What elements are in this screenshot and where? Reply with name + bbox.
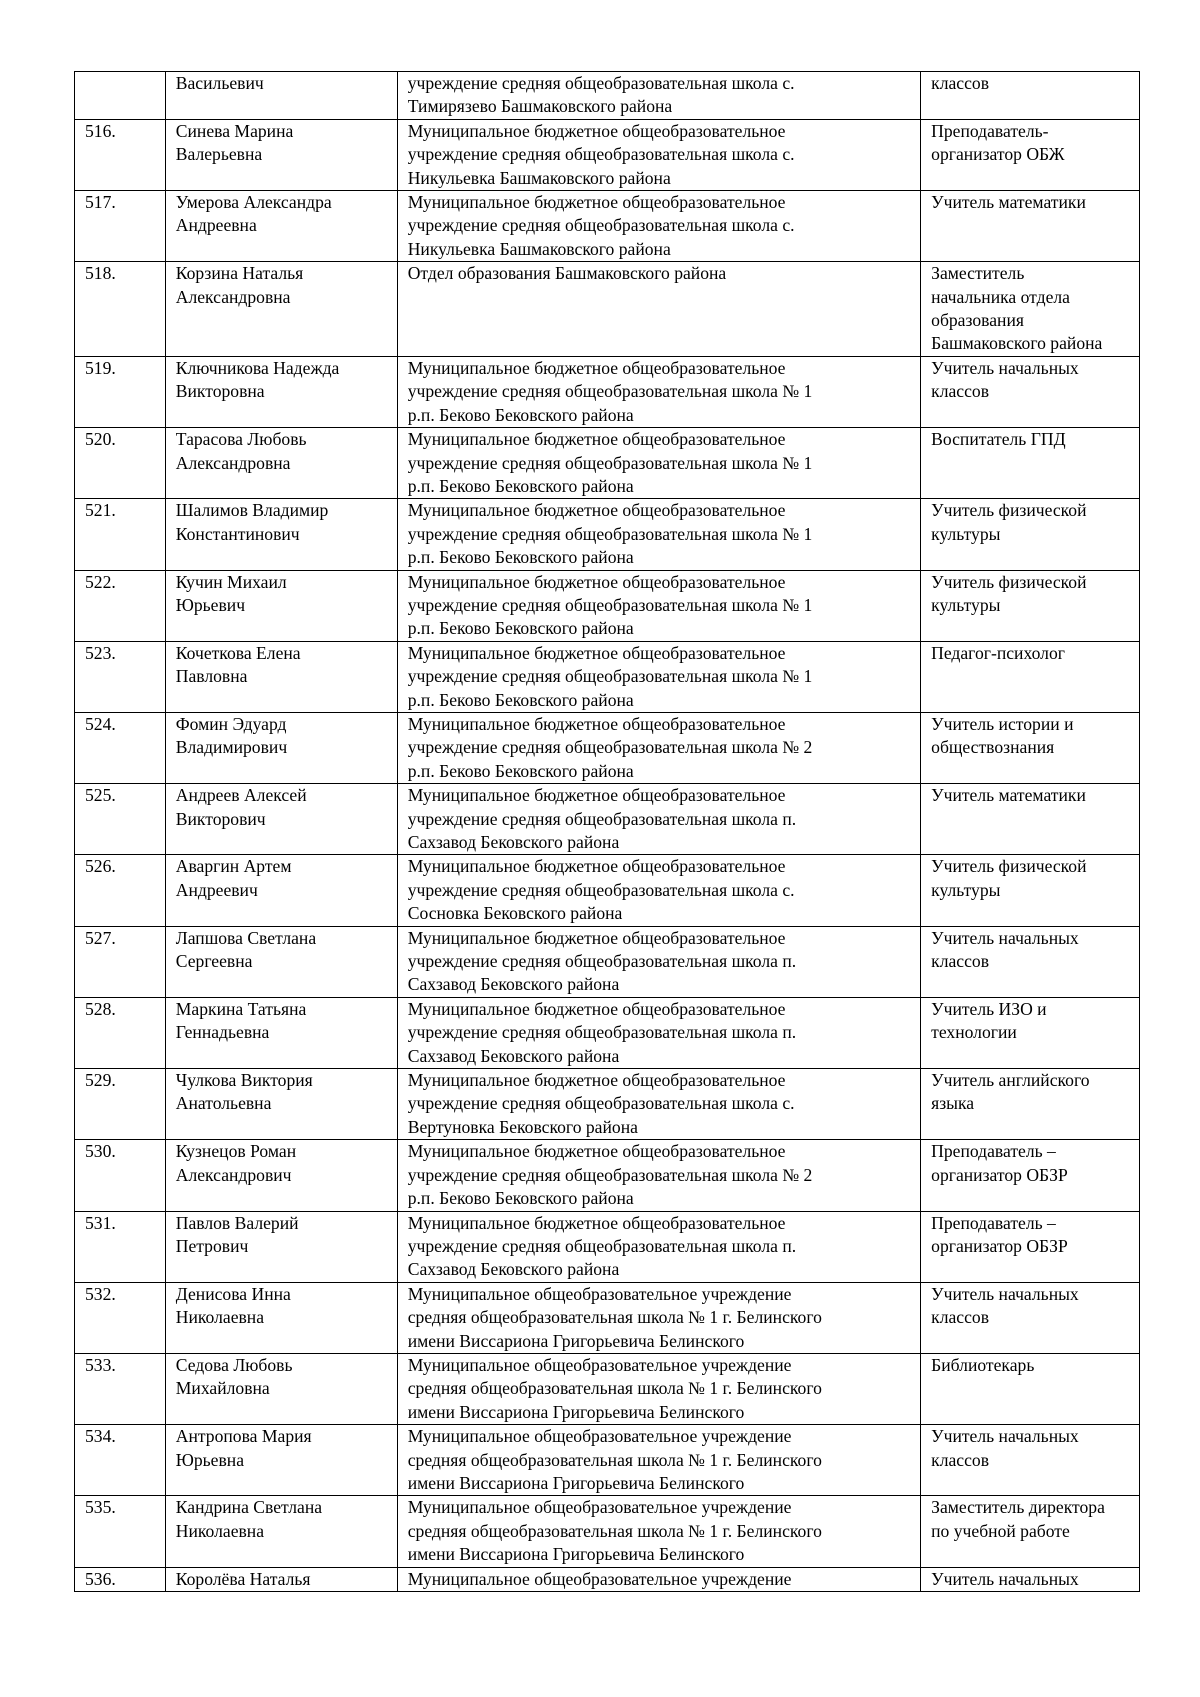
row-number-cell: 527.: [75, 926, 166, 997]
organization-cell: Муниципальное бюджетное общеобразовательное учреждение средняя общеобразовательная школа п. Сахзавод Бековского района: [397, 926, 920, 997]
organization-cell: Муниципальное бюджетное общеобразовательное учреждение средняя общеобразовательная школа № 2 р.п. Беково Бековского района: [397, 1140, 920, 1211]
row-number-cell: 517.: [75, 191, 166, 262]
table-row: [75, 570, 1140, 641]
organization-cell: Муниципальное бюджетное общеобразовательное учреждение средняя общеобразовательная школа с. Никульевка Башмаковского района: [397, 119, 920, 190]
person-name-cell: Фомин Эдуард Владимирович: [165, 712, 397, 783]
person-name-cell: Кочеткова Елена Павловна: [165, 641, 397, 712]
organization-cell: Муниципальное бюджетное общеобразовательное учреждение средняя общеобразовательная школа № 1 р.п. Беково Бековского района: [397, 570, 920, 641]
person-name-cell: Чулкова Виктория Анатольевна: [165, 1069, 397, 1140]
table-row: [75, 119, 1140, 190]
table-row: [75, 712, 1140, 783]
table-row: [75, 72, 1140, 120]
position-cell: классов: [921, 72, 1140, 120]
position-cell: Учитель начальных: [921, 1567, 1140, 1591]
organization-cell: Муниципальное бюджетное общеобразовательное учреждение средняя общеобразовательная школа п. Сахзавод Бековского района: [397, 784, 920, 855]
position-cell: Учитель истории и обществознания: [921, 712, 1140, 783]
table-row: [75, 784, 1140, 855]
organization-cell: Муниципальное бюджетное общеобразовательное учреждение средняя общеобразовательная школа с. Вертуновка Бековского района: [397, 1069, 920, 1140]
table-row: [75, 1496, 1140, 1567]
row-number-cell: 532.: [75, 1282, 166, 1353]
row-number-cell: 519.: [75, 356, 166, 427]
person-name-cell: Умерова Александра Андреевна: [165, 191, 397, 262]
row-number-cell: 518.: [75, 262, 166, 357]
row-number-cell: 530.: [75, 1140, 166, 1211]
person-name-cell: Маркина Татьяна Геннадьевна: [165, 997, 397, 1068]
row-number-cell: 520.: [75, 428, 166, 499]
position-cell: Учитель начальных классов: [921, 1425, 1140, 1496]
position-cell: Учитель начальных классов: [921, 926, 1140, 997]
organization-cell: Муниципальное общеобразовательное учреждение средняя общеобразовательная школа № 1 г. Белинского имени Виссариона Григорьевича Белинского: [397, 1496, 920, 1567]
person-name-cell: Корзина Наталья Александровна: [165, 262, 397, 357]
person-name-cell: Тарасова Любовь Александровна: [165, 428, 397, 499]
table-row: [75, 1567, 1140, 1591]
row-number-cell: 534.: [75, 1425, 166, 1496]
organization-cell: Муниципальное бюджетное общеобразовательное учреждение средняя общеобразовательная школа № 1 р.п. Беково Бековского района: [397, 428, 920, 499]
table-row: [75, 1140, 1140, 1211]
organization-cell: Муниципальное бюджетное общеобразовательное учреждение средняя общеобразовательная школа п. Сахзавод Бековского района: [397, 1211, 920, 1282]
person-name-cell: Кучин Михаил Юрьевич: [165, 570, 397, 641]
table-row: [75, 191, 1140, 262]
organization-cell: Муниципальное общеобразовательное учреждение средняя общеобразовательная школа № 1 г. Белинского имени Виссариона Григорьевича Белинского: [397, 1425, 920, 1496]
staff-table: [74, 71, 1140, 1592]
table-body: [75, 72, 1140, 1592]
person-name-cell: Лапшова Светлана Сергеевна: [165, 926, 397, 997]
organization-cell: Муниципальное общеобразовательное учреждение средняя общеобразовательная школа № 1 г. Белинского имени Виссариона Григорьевича Белинского: [397, 1282, 920, 1353]
person-name-cell: Королёва Наталья: [165, 1567, 397, 1591]
position-cell: Преподаватель- организатор ОБЖ: [921, 119, 1140, 190]
person-name-cell: Денисова Инна Николаевна: [165, 1282, 397, 1353]
row-number-cell: 533.: [75, 1353, 166, 1424]
table-row: [75, 1211, 1140, 1282]
table-row: [75, 855, 1140, 926]
organization-cell: Муниципальное бюджетное общеобразовательное учреждение средняя общеобразовательная школа № 1 р.п. Беково Бековского района: [397, 641, 920, 712]
person-name-cell: Кузнецов Роман Александрович: [165, 1140, 397, 1211]
table-row: [75, 641, 1140, 712]
organization-cell: Муниципальное бюджетное общеобразовательное учреждение средняя общеобразовательная школа п. Сахзавод Бековского района: [397, 997, 920, 1068]
table-row: [75, 428, 1140, 499]
position-cell: Заместитель начальника отдела образования Башмаковского района: [921, 262, 1140, 357]
row-number-cell: 528.: [75, 997, 166, 1068]
position-cell: Учитель физической культуры: [921, 570, 1140, 641]
table-row: [75, 262, 1140, 357]
position-cell: Учитель физической культуры: [921, 855, 1140, 926]
row-number-cell: [75, 72, 166, 120]
organization-cell: Муниципальное бюджетное общеобразовательное учреждение средняя общеобразовательная школа с. Сосновка Бековского района: [397, 855, 920, 926]
person-name-cell: Ключникова Надежда Викторовна: [165, 356, 397, 427]
table-row: [75, 1425, 1140, 1496]
person-name-cell: Шалимов Владимир Константинович: [165, 499, 397, 570]
table-row: [75, 356, 1140, 427]
row-number-cell: 525.: [75, 784, 166, 855]
position-cell: Учитель физической культуры: [921, 499, 1140, 570]
position-cell: Учитель ИЗО и технологии: [921, 997, 1140, 1068]
person-name-cell: Седова Любовь Михайловна: [165, 1353, 397, 1424]
person-name-cell: Аваргин Артем Андреевич: [165, 855, 397, 926]
table-row: [75, 499, 1140, 570]
position-cell: Библиотекарь: [921, 1353, 1140, 1424]
person-name-cell: Кандрина Светлана Николаевна: [165, 1496, 397, 1567]
organization-cell: учреждение средняя общеобразовательная школа с. Тимирязево Башмаковского района: [397, 72, 920, 120]
organization-cell: Муниципальное бюджетное общеобразовательное учреждение средняя общеобразовательная школа № 1 р.п. Беково Бековского района: [397, 499, 920, 570]
position-cell: Преподаватель – организатор ОБЗР: [921, 1140, 1140, 1211]
person-name-cell: Васильевич: [165, 72, 397, 120]
position-cell: Заместитель директора по учебной работе: [921, 1496, 1140, 1567]
position-cell: Учитель математики: [921, 191, 1140, 262]
row-number-cell: 536.: [75, 1567, 166, 1591]
row-number-cell: 524.: [75, 712, 166, 783]
table-row: [75, 1282, 1140, 1353]
row-number-cell: 522.: [75, 570, 166, 641]
position-cell: Воспитатель ГПД: [921, 428, 1140, 499]
table-row: [75, 1353, 1140, 1424]
position-cell: Учитель начальных классов: [921, 1282, 1140, 1353]
table-row: [75, 997, 1140, 1068]
person-name-cell: Синева Марина Валерьевна: [165, 119, 397, 190]
row-number-cell: 521.: [75, 499, 166, 570]
organization-cell: Отдел образования Башмаковского района: [397, 262, 920, 357]
row-number-cell: 531.: [75, 1211, 166, 1282]
position-cell: Учитель математики: [921, 784, 1140, 855]
organization-cell: Муниципальное бюджетное общеобразовательное учреждение средняя общеобразовательная школа № 1 р.п. Беково Бековского района: [397, 356, 920, 427]
organization-cell: Муниципальное бюджетное общеобразовательное учреждение средняя общеобразовательная школа с. Никульевка Башмаковского района: [397, 191, 920, 262]
row-number-cell: 535.: [75, 1496, 166, 1567]
position-cell: Преподаватель – организатор ОБЗР: [921, 1211, 1140, 1282]
row-number-cell: 523.: [75, 641, 166, 712]
person-name-cell: Павлов Валерий Петрович: [165, 1211, 397, 1282]
organization-cell: Муниципальное общеобразовательное учреждение: [397, 1567, 920, 1591]
position-cell: Педагог-психолог: [921, 641, 1140, 712]
organization-cell: Муниципальное бюджетное общеобразовательное учреждение средняя общеобразовательная школа № 2 р.п. Беково Бековского района: [397, 712, 920, 783]
row-number-cell: 529.: [75, 1069, 166, 1140]
table-row: [75, 1069, 1140, 1140]
position-cell: Учитель английского языка: [921, 1069, 1140, 1140]
row-number-cell: 516.: [75, 119, 166, 190]
person-name-cell: Антропова Мария Юрьевна: [165, 1425, 397, 1496]
table-row: [75, 926, 1140, 997]
row-number-cell: 526.: [75, 855, 166, 926]
person-name-cell: Андреев Алексей Викторович: [165, 784, 397, 855]
position-cell: Учитель начальных классов: [921, 356, 1140, 427]
organization-cell: Муниципальное общеобразовательное учреждение средняя общеобразовательная школа № 1 г. Белинского имени Виссариона Григорьевича Белинского: [397, 1353, 920, 1424]
